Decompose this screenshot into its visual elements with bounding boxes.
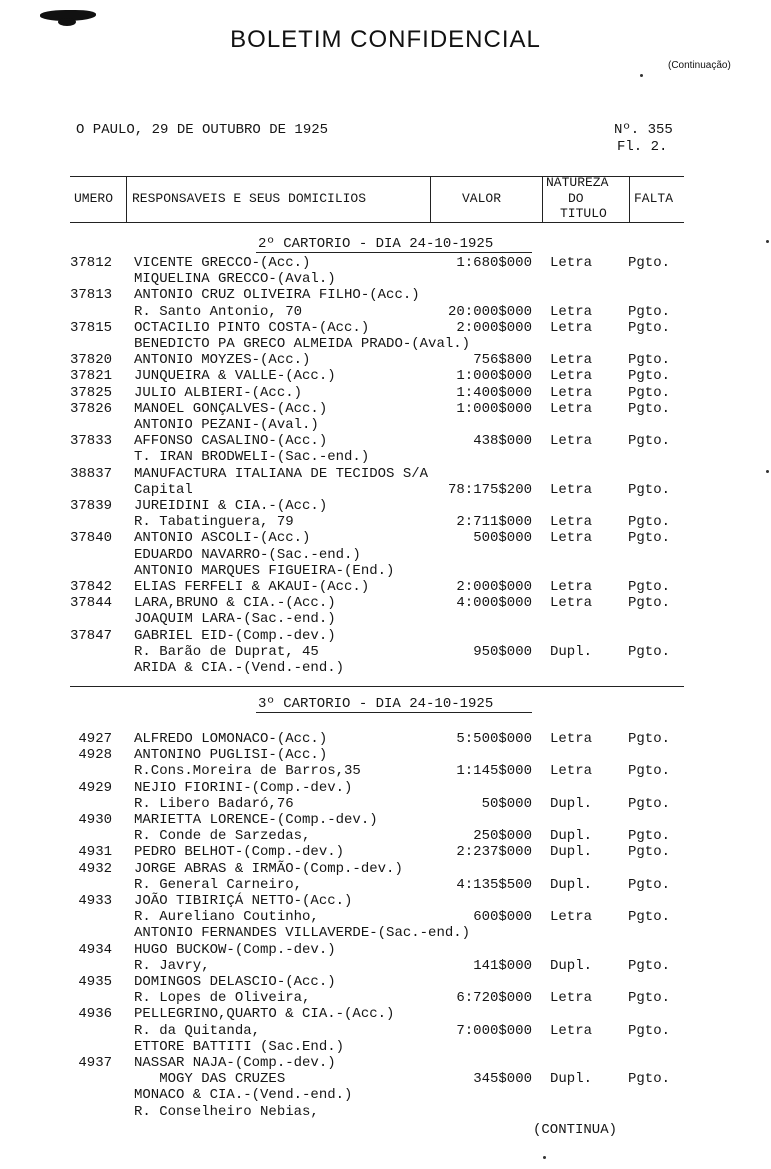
entry-value: 20:000$000: [447, 304, 532, 320]
entry-responsible: ANTONIO ASCOLI-(Acc.): [134, 530, 311, 546]
continuation-note: (Continuação): [668, 60, 731, 71]
section-underline: [256, 712, 532, 713]
entry-responsible: MANOEL GONÇALVES-(Acc.): [134, 401, 328, 417]
entry-falta: Pgto.: [628, 595, 671, 611]
entry-responsible: GABRIEL EID-(Comp.-dev.): [134, 628, 336, 644]
entry-nature: Letra: [550, 595, 593, 611]
col-header-responsaveis: RESPONSAVEIS E SEUS DOMICILIOS: [132, 191, 367, 206]
entry-nature: Letra: [550, 530, 593, 546]
entry-value: 2:000$000: [456, 320, 532, 336]
entry-number: 37825: [69, 385, 112, 401]
entry-number: 4931: [78, 844, 112, 860]
entry-value: 600$000: [473, 909, 532, 925]
entry-falta: Pgto.: [628, 320, 671, 336]
entry-responsible: ANTONIO MARQUES FIGUEIRA-(End.): [134, 563, 395, 579]
entry-responsible: ELIAS FERFELI & AKAUI-(Acc.): [134, 579, 370, 595]
entry-number: 37839: [69, 498, 112, 514]
entry-falta: Pgto.: [628, 352, 671, 368]
entry-responsible: MOGY DAS CRUZES: [134, 1071, 286, 1087]
entry-responsible: NEJIO FIORINI-(Comp.-dev.): [134, 780, 353, 796]
entry-falta: Pgto.: [628, 401, 671, 417]
entry-value: 756$800: [473, 352, 532, 368]
entry-nature: Letra: [550, 385, 593, 401]
entry-falta: Pgto.: [628, 877, 671, 893]
header-divider: [629, 176, 630, 223]
entry-responsible: JUNQUEIRA & VALLE-(Acc.): [134, 368, 336, 384]
entry-responsible: R. Santo Antonio, 70: [134, 304, 303, 320]
entry-responsible: R. Barão de Duprat, 45: [134, 644, 319, 660]
entry-nature: Dupl.: [550, 828, 593, 844]
entry-value: 2:237$000: [456, 844, 532, 860]
entry-responsible: T. IRAN BRODWELI-(Sac.-end.): [134, 449, 370, 465]
entry-responsible: R. General Carneiro,: [134, 877, 303, 893]
entry-number: 4929: [78, 780, 112, 796]
entry-responsible: Capital: [134, 482, 193, 498]
entry-number: 4927: [78, 731, 112, 747]
entry-falta: Pgto.: [628, 644, 671, 660]
entry-falta: Pgto.: [628, 304, 671, 320]
entry-falta: Pgto.: [628, 990, 671, 1006]
header-divider: [126, 176, 127, 223]
entry-value: 438$000: [473, 433, 532, 449]
entry-falta: Pgto.: [628, 482, 671, 498]
entry-responsible: ETTORE BATTITI (Sac.End.): [134, 1039, 345, 1055]
entry-falta: Pgto.: [628, 828, 671, 844]
entry-value: 7:000$000: [456, 1023, 532, 1039]
entry-responsible: HUGO BUCKOW-(Comp.-dev.): [134, 942, 336, 958]
entry-value: 2:000$000: [456, 579, 532, 595]
paper-speck: [640, 74, 643, 77]
entry-value: 4:000$000: [456, 595, 532, 611]
entry-nature: Letra: [550, 763, 593, 779]
entry-nature: Dupl.: [550, 796, 593, 812]
entry-value: 5:500$000: [456, 731, 532, 747]
entry-responsible: LARA,BRUNO & CIA.-(Acc.): [134, 595, 336, 611]
entry-value: 1:000$000: [456, 401, 532, 417]
col-header-valor: VALOR: [462, 191, 502, 206]
col-header-natureza-1: NATUREZA: [546, 175, 609, 190]
entry-responsible: MONACO & CIA.-(Vend.-end.): [134, 1087, 353, 1103]
col-header-numero: UMERO: [74, 191, 114, 206]
entry-nature: Letra: [550, 909, 593, 925]
entry-number: 37847: [69, 628, 112, 644]
entry-number: 4935: [78, 974, 112, 990]
entry-value: 1:000$000: [456, 368, 532, 384]
entry-responsible: OCTACILIO PINTO COSTA-(Acc.): [134, 320, 370, 336]
entry-number: 37833: [69, 433, 112, 449]
entry-nature: Letra: [550, 352, 593, 368]
header-bottom-rule: [70, 222, 684, 223]
entry-value: 250$000: [473, 828, 532, 844]
entry-number: 37844: [69, 595, 112, 611]
entry-number: 4930: [78, 812, 112, 828]
entry-responsible: R. Aureliano Coutinho,: [134, 909, 319, 925]
entry-nature: Letra: [550, 1023, 593, 1039]
entry-falta: Pgto.: [628, 579, 671, 595]
entry-responsible: R. Conde de Sarzedas,: [134, 828, 311, 844]
paper-speck: [766, 470, 769, 473]
entry-responsible: JOAQUIM LARA-(Sac.-end.): [134, 611, 336, 627]
entry-falta: Pgto.: [628, 763, 671, 779]
paper-speck: [766, 240, 769, 243]
col-header-falta: FALTA: [634, 191, 674, 206]
entry-falta: Pgto.: [628, 844, 671, 860]
entry-responsible: MANUFACTURA ITALIANA DE TECIDOS S/A: [134, 466, 429, 482]
entry-number: 37821: [69, 368, 112, 384]
entry-nature: Letra: [550, 514, 593, 530]
entry-responsible: EDUARDO NAVARRO-(Sac.-end.): [134, 547, 361, 563]
entry-value: 1:400$000: [456, 385, 532, 401]
paper-speck: [543, 1156, 546, 1159]
entry-responsible: ANTONIO FERNANDES VILLAVERDE-(Sac.-end.): [134, 925, 471, 941]
col-header-natureza-2: DO: [568, 191, 584, 206]
entry-falta: Pgto.: [628, 368, 671, 384]
entry-responsible: PEDRO BELHOT-(Comp.-dev.): [134, 844, 345, 860]
entry-nature: Letra: [550, 320, 593, 336]
entry-number: 37826: [69, 401, 112, 417]
entry-responsible: VICENTE GRECCO-(Acc.): [134, 255, 311, 271]
entry-value: 1:680$000: [456, 255, 532, 271]
entry-responsible: ANTONIO PEZANI-(Aval.): [134, 417, 319, 433]
entry-nature: Letra: [550, 304, 593, 320]
entry-value: 78:175$200: [447, 482, 532, 498]
entry-falta: Pgto.: [628, 1071, 671, 1087]
entry-responsible: ANTONIO MOYZES-(Acc.): [134, 352, 311, 368]
ink-blot-drip: [58, 18, 76, 26]
entry-number: 4936: [78, 1006, 112, 1022]
entry-number: 4928: [78, 747, 112, 763]
entry-number: 37820: [69, 352, 112, 368]
entry-falta: Pgto.: [628, 514, 671, 530]
entry-value: 141$000: [473, 958, 532, 974]
entry-number: 4933: [78, 893, 112, 909]
entry-number: 4934: [78, 942, 112, 958]
entry-responsible: AFFONSO CASALINO-(Acc.): [134, 433, 328, 449]
entry-value: 500$000: [473, 530, 532, 546]
entry-number: 37815: [69, 320, 112, 336]
entry-responsible: MARIETTA LORENCE-(Comp.-dev.): [134, 812, 378, 828]
entry-responsible: MIQUELINA GRECCO-(Aval.): [134, 271, 336, 287]
entry-nature: Letra: [550, 255, 593, 271]
entry-responsible: ALFREDO LOMONACO-(Acc.): [134, 731, 328, 747]
entry-nature: Letra: [550, 401, 593, 417]
entry-number: 4932: [78, 861, 112, 877]
entry-value: 1:145$000: [456, 763, 532, 779]
location-date: O PAULO, 29 DE OUTUBRO DE 1925: [76, 122, 329, 138]
entry-value: 50$000: [481, 796, 532, 812]
entry-responsible: R. Lopes de Oliveira,: [134, 990, 311, 1006]
entry-responsible: NASSAR NAJA-(Comp.-dev.): [134, 1055, 336, 1071]
entry-number: 4937: [78, 1055, 112, 1071]
section-title-2-cartorio: 2º CARTORIO - DIA 24-10-1925: [258, 236, 494, 252]
entry-nature: Letra: [550, 368, 593, 384]
entry-value: 4:135$500: [456, 877, 532, 893]
entry-responsible: R. Javry,: [134, 958, 210, 974]
entry-nature: Letra: [550, 990, 593, 1006]
header-divider: [430, 176, 431, 223]
entry-falta: Pgto.: [628, 385, 671, 401]
entry-nature: Dupl.: [550, 644, 593, 660]
entry-responsible: R. Tabatinguera, 79: [134, 514, 294, 530]
entry-number: 38837: [69, 466, 112, 482]
page-title: BOLETIM CONFIDENCIAL: [230, 26, 541, 53]
entry-responsible: ANTONIO CRUZ OLIVEIRA FILHO-(Acc.): [134, 287, 420, 303]
entry-nature: Letra: [550, 579, 593, 595]
entry-responsible: JULIO ALBIERI-(Acc.): [134, 385, 303, 401]
entry-responsible: R. da Quitanda,: [134, 1023, 261, 1039]
entry-responsible: R. Libero Badaró,76: [134, 796, 294, 812]
entry-nature: Dupl.: [550, 844, 593, 860]
entry-responsible: JOÃO TIBIRIÇÁ NETTO-(Acc.): [134, 893, 353, 909]
section-separator-rule: [70, 686, 684, 687]
entry-falta: Pgto.: [628, 909, 671, 925]
entry-responsible: JUREIDINI & CIA.-(Acc.): [134, 498, 328, 514]
entry-falta: Pgto.: [628, 796, 671, 812]
entry-responsible: DOMINGOS DELASCIO-(Acc.): [134, 974, 336, 990]
entry-responsible: JORGE ABRAS & IRMÃO-(Comp.-dev.): [134, 861, 403, 877]
entry-nature: Letra: [550, 433, 593, 449]
entry-responsible: R. Conselheiro Nebias,: [134, 1104, 319, 1120]
section-underline: [256, 252, 532, 253]
entry-value: 345$000: [473, 1071, 532, 1087]
entry-falta: Pgto.: [628, 958, 671, 974]
entry-value: 2:711$000: [456, 514, 532, 530]
entry-responsible: PELLEGRINO,QUARTO & CIA.-(Acc.): [134, 1006, 395, 1022]
entry-falta: Pgto.: [628, 1023, 671, 1039]
entry-number: 37840: [69, 530, 112, 546]
entry-number: 37842: [69, 579, 112, 595]
entry-nature: Dupl.: [550, 877, 593, 893]
bulletin-number: Nº. 355: [614, 122, 673, 138]
continua-footer: (CONTINUA): [533, 1122, 618, 1138]
section-title-3-cartorio: 3º CARTORIO - DIA 24-10-1925: [258, 696, 494, 712]
entry-number: 37812: [69, 255, 112, 271]
entry-responsible: ANTONINO PUGLISI-(Acc.): [134, 747, 328, 763]
entry-value: 6:720$000: [456, 990, 532, 1006]
entry-nature: Letra: [550, 731, 593, 747]
entry-falta: Pgto.: [628, 433, 671, 449]
entry-nature: Letra: [550, 482, 593, 498]
entry-responsible: BENEDICTO PA GRECO ALMEIDA PRADO-(Aval.): [134, 336, 471, 352]
entry-falta: Pgto.: [628, 731, 671, 747]
entry-number: 37813: [69, 287, 112, 303]
entry-responsible: R.Cons.Moreira de Barros,35: [134, 763, 361, 779]
entry-nature: Dupl.: [550, 958, 593, 974]
entry-falta: Pgto.: [628, 530, 671, 546]
entry-value: 950$000: [473, 644, 532, 660]
entry-responsible: ARIDA & CIA.-(Vend.-end.): [134, 660, 345, 676]
entry-falta: Pgto.: [628, 255, 671, 271]
header-divider: [542, 176, 543, 223]
sheet-number: Fl. 2.: [617, 139, 668, 155]
col-header-natureza-3: TITULO: [560, 206, 607, 221]
entry-nature: Dupl.: [550, 1071, 593, 1087]
